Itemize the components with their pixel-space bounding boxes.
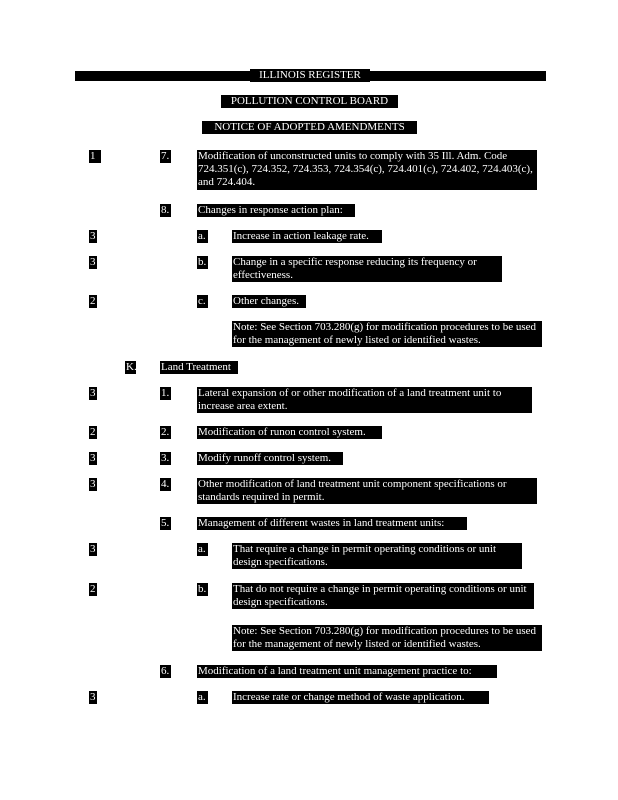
- note-text: Note: See Section 703.280(g) for modification procedures to be used for the management of newly listed or identified wastes.: [232, 625, 542, 651]
- item-text: That require a change in permit operating conditions or unit design specifications.: [232, 543, 522, 569]
- item-text: Modification of a land treatment unit management practice to:: [197, 665, 497, 678]
- item-text: Management of different wastes in land treatment units:: [197, 517, 467, 530]
- item-text: Other modification of land treatment unit component specifications or standards required in permit.: [197, 478, 537, 504]
- item-number: b.: [198, 256, 207, 268]
- item-text: Modification of unconstructed units to comply with 35 Ill. Adm. Code 724.351(c), 724.352, 724.353, 724.354(c), 724.401(c), 724.402, 724.403(c), and 724.404.: [197, 150, 537, 190]
- class-label: 2: [90, 426, 96, 438]
- register-title: ILLINOIS REGISTER: [250, 69, 370, 82]
- board-title: POLLUTION CONTROL BOARD: [221, 95, 398, 108]
- item-text: Increase in action leakage rate.: [232, 230, 382, 243]
- class-label: 3: [90, 691, 96, 703]
- item-number: 2.: [161, 426, 170, 438]
- item-number: 1.: [161, 387, 170, 399]
- item-number: 6.: [161, 665, 170, 677]
- item-number: 8.: [161, 204, 170, 216]
- item-number: a.: [197, 543, 208, 556]
- item-number: b.: [198, 583, 207, 595]
- item-number: 3.: [161, 452, 170, 464]
- item-text: Other changes.: [232, 295, 306, 308]
- item-text: Increase rate or change method of waste application.: [232, 691, 489, 704]
- item-number: a.: [197, 230, 208, 243]
- item-number: a.: [197, 691, 208, 704]
- class-label: 3: [90, 543, 96, 555]
- note-text: Note: See Section 703.280(g) for modification procedures to be used for the management of newly listed or identified wastes.: [232, 321, 542, 347]
- section-letter: K.: [126, 361, 137, 373]
- item-number: c.: [197, 295, 208, 308]
- section-title: Land Treatment: [160, 361, 238, 374]
- item-text: Changes in response action plan:: [197, 204, 355, 217]
- class-label: 3: [90, 478, 96, 490]
- class-label: 3: [90, 230, 96, 242]
- class-label: 3: [90, 452, 96, 464]
- notice-title: NOTICE OF ADOPTED AMENDMENTS: [202, 121, 417, 134]
- item-number: 5.: [161, 517, 170, 529]
- class-label: 3: [90, 387, 96, 399]
- item-text: Modification of runon control system.: [197, 426, 382, 439]
- item-text: That do not require a change in permit operating conditions or unit design specifications.: [232, 583, 534, 609]
- class-label: 2: [90, 583, 96, 595]
- item-text: Lateral expansion of or other modification of a land treatment unit to increase area extent.: [197, 387, 532, 413]
- item-text: Change in a specific response reducing its frequency or effectiveness.: [232, 256, 502, 282]
- class-label: 3: [90, 256, 96, 268]
- item-text: Modify runoff control system.: [197, 452, 343, 465]
- class-label: 2: [90, 295, 96, 307]
- item-number: 7.: [161, 150, 170, 162]
- class-label: 1: [89, 150, 101, 163]
- item-number: 4.: [161, 478, 170, 490]
